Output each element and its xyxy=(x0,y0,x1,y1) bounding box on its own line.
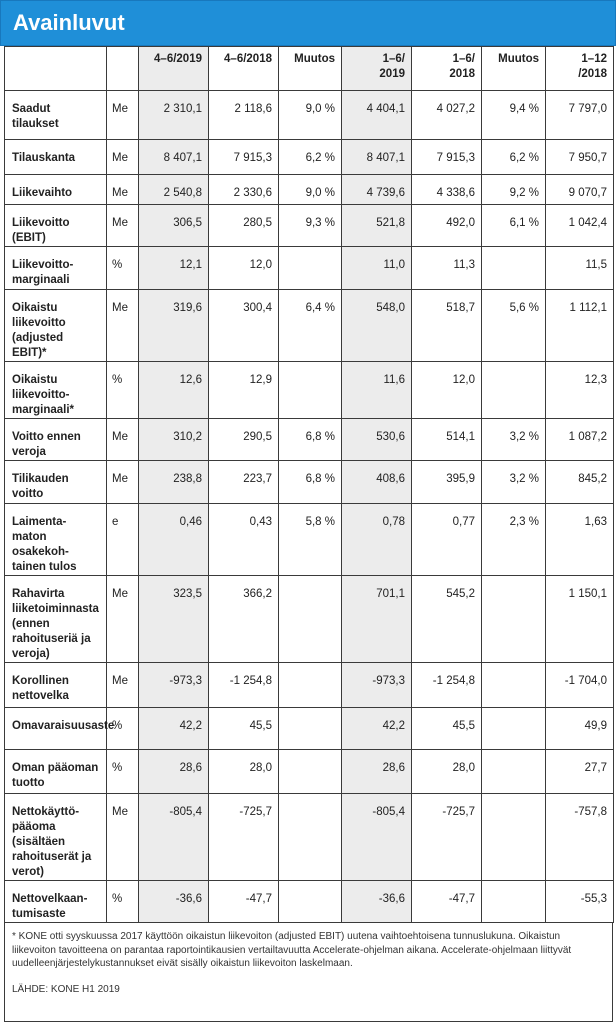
table-cell: 3,2 % xyxy=(482,419,546,461)
row-unit: Me xyxy=(107,175,139,205)
table-cell: 5,6 % xyxy=(482,290,546,362)
table-cell: 845,2 xyxy=(546,461,614,504)
table-cell: 28,6 xyxy=(342,750,412,794)
table-cell: 319,6 xyxy=(139,290,209,362)
table-cell: 3,2 % xyxy=(482,461,546,504)
table-cell xyxy=(279,663,342,708)
table-cell: 7 797,0 xyxy=(546,91,614,140)
table-row xyxy=(5,576,614,663)
row-label: Tilikauden voitto xyxy=(5,461,107,504)
row-label: Oikaistu liikevoitto (adjusted EBIT)* xyxy=(5,290,107,362)
table-cell xyxy=(482,663,546,708)
column-header: 4–6/2018 xyxy=(209,47,279,91)
table-cell: 6,8 % xyxy=(279,419,342,461)
table-cell: 290,5 xyxy=(209,419,279,461)
table-cell: 9,0 % xyxy=(279,91,342,140)
table-cell: 2 118,6 xyxy=(209,91,279,140)
table-row xyxy=(5,91,614,140)
table-row xyxy=(5,504,614,576)
table-row xyxy=(5,881,614,923)
table-cell: 6,8 % xyxy=(279,461,342,504)
table-cell: 1 112,1 xyxy=(546,290,614,362)
table-cell: 2,3 % xyxy=(482,504,546,576)
table-cell: 310,2 xyxy=(139,419,209,461)
table-cell: 514,1 xyxy=(412,419,482,461)
table-cell: 306,5 xyxy=(139,205,209,247)
table-cell: 492,0 xyxy=(412,205,482,247)
table-cell xyxy=(279,750,342,794)
row-unit: Me xyxy=(107,290,139,362)
table-cell: 8 407,1 xyxy=(342,140,412,175)
table-cell xyxy=(482,247,546,290)
table-cell: 0,46 xyxy=(139,504,209,576)
table-row xyxy=(5,175,614,205)
row-unit: % xyxy=(107,750,139,794)
column-header: 1–6/ 2018 xyxy=(412,47,482,91)
table-cell: -1 704,0 xyxy=(546,663,614,708)
column-header: 4–6/2019 xyxy=(139,47,209,91)
table-cell: 12,9 xyxy=(209,362,279,419)
table-cell: 12,0 xyxy=(412,362,482,419)
table-cell: -47,7 xyxy=(209,881,279,923)
table-cell xyxy=(279,881,342,923)
table-cell: 12,6 xyxy=(139,362,209,419)
table-cell: 9,4 % xyxy=(482,91,546,140)
table-cell: 518,7 xyxy=(412,290,482,362)
table-cell: 4 027,2 xyxy=(412,91,482,140)
table-cell: 366,2 xyxy=(209,576,279,663)
table-cell: 1 150,1 xyxy=(546,576,614,663)
row-unit: Me xyxy=(107,663,139,708)
row-label: Nettovelkaan-tumisaste xyxy=(5,881,107,923)
table-row xyxy=(5,362,614,419)
table-cell: 9,0 % xyxy=(279,175,342,205)
table-cell xyxy=(482,750,546,794)
table-cell: 28,0 xyxy=(412,750,482,794)
table-cell: 9,3 % xyxy=(279,205,342,247)
row-label: Voitto ennen veroja xyxy=(5,419,107,461)
footnote-box xyxy=(4,922,613,1022)
table-cell: 280,5 xyxy=(209,205,279,247)
row-label: Omavaraisuusaste xyxy=(5,708,107,750)
table-cell: -55,3 xyxy=(546,881,614,923)
table-cell: 1,63 xyxy=(546,504,614,576)
table-cell xyxy=(482,362,546,419)
column-header xyxy=(5,47,107,91)
table-cell: -47,7 xyxy=(412,881,482,923)
table-cell: 1 087,2 xyxy=(546,419,614,461)
row-unit: Me xyxy=(107,140,139,175)
table-cell xyxy=(482,576,546,663)
table-cell: 530,6 xyxy=(342,419,412,461)
table-cell: 11,0 xyxy=(342,247,412,290)
table-cell: 6,4 % xyxy=(279,290,342,362)
table-cell: 408,6 xyxy=(342,461,412,504)
table-cell: 28,0 xyxy=(209,750,279,794)
table-row xyxy=(5,794,614,881)
table-cell: 7 915,3 xyxy=(209,140,279,175)
row-unit: % xyxy=(107,362,139,419)
row-unit: % xyxy=(107,708,139,750)
table-cell: 45,5 xyxy=(209,708,279,750)
table-cell: 0,78 xyxy=(342,504,412,576)
source-text: LÄHDE: KONE H1 2019 xyxy=(12,983,120,995)
table-cell: 9,2 % xyxy=(482,175,546,205)
row-unit: % xyxy=(107,247,139,290)
table-cell: 395,9 xyxy=(412,461,482,504)
table-cell xyxy=(482,881,546,923)
row-unit: Me xyxy=(107,794,139,881)
table-cell: 701,1 xyxy=(342,576,412,663)
table-cell xyxy=(279,708,342,750)
column-header: Muutos xyxy=(482,47,546,91)
row-label: Liikevaihto xyxy=(5,175,107,205)
row-unit: Me xyxy=(107,461,139,504)
row-label: Korollinen nettovelka xyxy=(5,663,107,708)
title-bar xyxy=(0,0,616,46)
table-cell xyxy=(279,247,342,290)
row-unit: Me xyxy=(107,576,139,663)
table-cell: -36,6 xyxy=(342,881,412,923)
row-label: Liikevoitto (EBIT) xyxy=(5,205,107,247)
table-cell: 1 042,4 xyxy=(546,205,614,247)
table-cell: -36,6 xyxy=(139,881,209,923)
row-label: Oikaistu liikevoitto-marginaali* xyxy=(5,362,107,419)
table-cell: 521,8 xyxy=(342,205,412,247)
table-cell: 12,1 xyxy=(139,247,209,290)
table-cell: 45,5 xyxy=(412,708,482,750)
table-cell: -805,4 xyxy=(342,794,412,881)
table-cell: 49,9 xyxy=(546,708,614,750)
table-cell: -757,8 xyxy=(546,794,614,881)
table-cell: 2 540,8 xyxy=(139,175,209,205)
table-cell: 28,6 xyxy=(139,750,209,794)
table-cell: 42,2 xyxy=(342,708,412,750)
table-row xyxy=(5,205,614,247)
table-cell: 545,2 xyxy=(412,576,482,663)
table-row xyxy=(5,247,614,290)
row-label: Saadut tilaukset xyxy=(5,91,107,140)
table-row xyxy=(5,419,614,461)
table-row xyxy=(5,708,614,750)
table-cell: 5,8 % xyxy=(279,504,342,576)
column-header: 1–6/ 2019 xyxy=(342,47,412,91)
table-cell xyxy=(279,794,342,881)
table-cell: 9 070,7 xyxy=(546,175,614,205)
row-unit: Me xyxy=(107,205,139,247)
row-label: Nettokäyttö-pääoma (sisältäen rahoituserät ja verot) xyxy=(5,794,107,881)
table-cell: 300,4 xyxy=(209,290,279,362)
table-row xyxy=(5,663,614,708)
table-cell: 6,1 % xyxy=(482,205,546,247)
column-header xyxy=(107,47,139,91)
table-cell: 11,6 xyxy=(342,362,412,419)
column-header: 1–12 /2018 xyxy=(546,47,614,91)
row-label: Liikevoitto-marginaali xyxy=(5,247,107,290)
footnote-text: * KONE otti syyskuussa 2017 käyttöön oikaistun liikevoiton (adjusted EBIT) uutena vaihtoehtoisena tunnuslukuna. Oikaistun liikevoiton tavoitteena on parantaa raportointikausien vertailtavuutta Accelerate-ohjelman aikana. Accelerate-ohjelmaan liittyvät uudelleenjärjestelykustannukset eivät sisälly oikaistun liikevoiton laskelmaan. xyxy=(12,931,572,969)
table-cell: 2 310,1 xyxy=(139,91,209,140)
row-label: Rahavirta liiketoiminnasta (ennen rahoituseriä ja veroja) xyxy=(5,576,107,663)
table-cell: 2 330,6 xyxy=(209,175,279,205)
table-cell: 6,2 % xyxy=(279,140,342,175)
key-figures-table xyxy=(4,46,614,923)
table-row xyxy=(5,140,614,175)
table-cell: 27,7 xyxy=(546,750,614,794)
table-cell xyxy=(482,708,546,750)
row-label: Oman pääoman tuotto xyxy=(5,750,107,794)
table-cell: 0,43 xyxy=(209,504,279,576)
row-unit: Me xyxy=(107,419,139,461)
table-cell: -725,7 xyxy=(209,794,279,881)
table-row xyxy=(5,750,614,794)
row-unit: Me xyxy=(107,91,139,140)
table-cell: 11,5 xyxy=(546,247,614,290)
table-cell xyxy=(279,362,342,419)
table-cell: 7 950,7 xyxy=(546,140,614,175)
table-cell: 4 739,6 xyxy=(342,175,412,205)
table-cell: -973,3 xyxy=(139,663,209,708)
row-label: Laimenta-maton osakekoh-tainen tulos xyxy=(5,504,107,576)
row-label: Tilauskanta xyxy=(5,140,107,175)
table-cell: 4 404,1 xyxy=(342,91,412,140)
table-cell: -725,7 xyxy=(412,794,482,881)
table-cell: 548,0 xyxy=(342,290,412,362)
row-unit: % xyxy=(107,881,139,923)
table-cell: 8 407,1 xyxy=(139,140,209,175)
table-cell: -973,3 xyxy=(342,663,412,708)
column-header: Muutos xyxy=(279,47,342,91)
table-cell: 6,2 % xyxy=(482,140,546,175)
table-cell: 0,77 xyxy=(412,504,482,576)
page-title: Avainluvut xyxy=(13,10,125,35)
table-row xyxy=(5,290,614,362)
table-cell: -805,4 xyxy=(139,794,209,881)
table-cell: 42,2 xyxy=(139,708,209,750)
table-cell: 223,7 xyxy=(209,461,279,504)
row-unit: e xyxy=(107,504,139,576)
table-cell: -1 254,8 xyxy=(209,663,279,708)
table-row xyxy=(5,461,614,504)
table-cell: 323,5 xyxy=(139,576,209,663)
table-cell: 4 338,6 xyxy=(412,175,482,205)
table-cell: 11,3 xyxy=(412,247,482,290)
table-cell: 238,8 xyxy=(139,461,209,504)
table-cell: 12,3 xyxy=(546,362,614,419)
table-header-row xyxy=(5,47,614,91)
table-cell: -1 254,8 xyxy=(412,663,482,708)
table-cell xyxy=(279,576,342,663)
table-cell xyxy=(482,794,546,881)
table-cell: 12,0 xyxy=(209,247,279,290)
table-cell: 7 915,3 xyxy=(412,140,482,175)
